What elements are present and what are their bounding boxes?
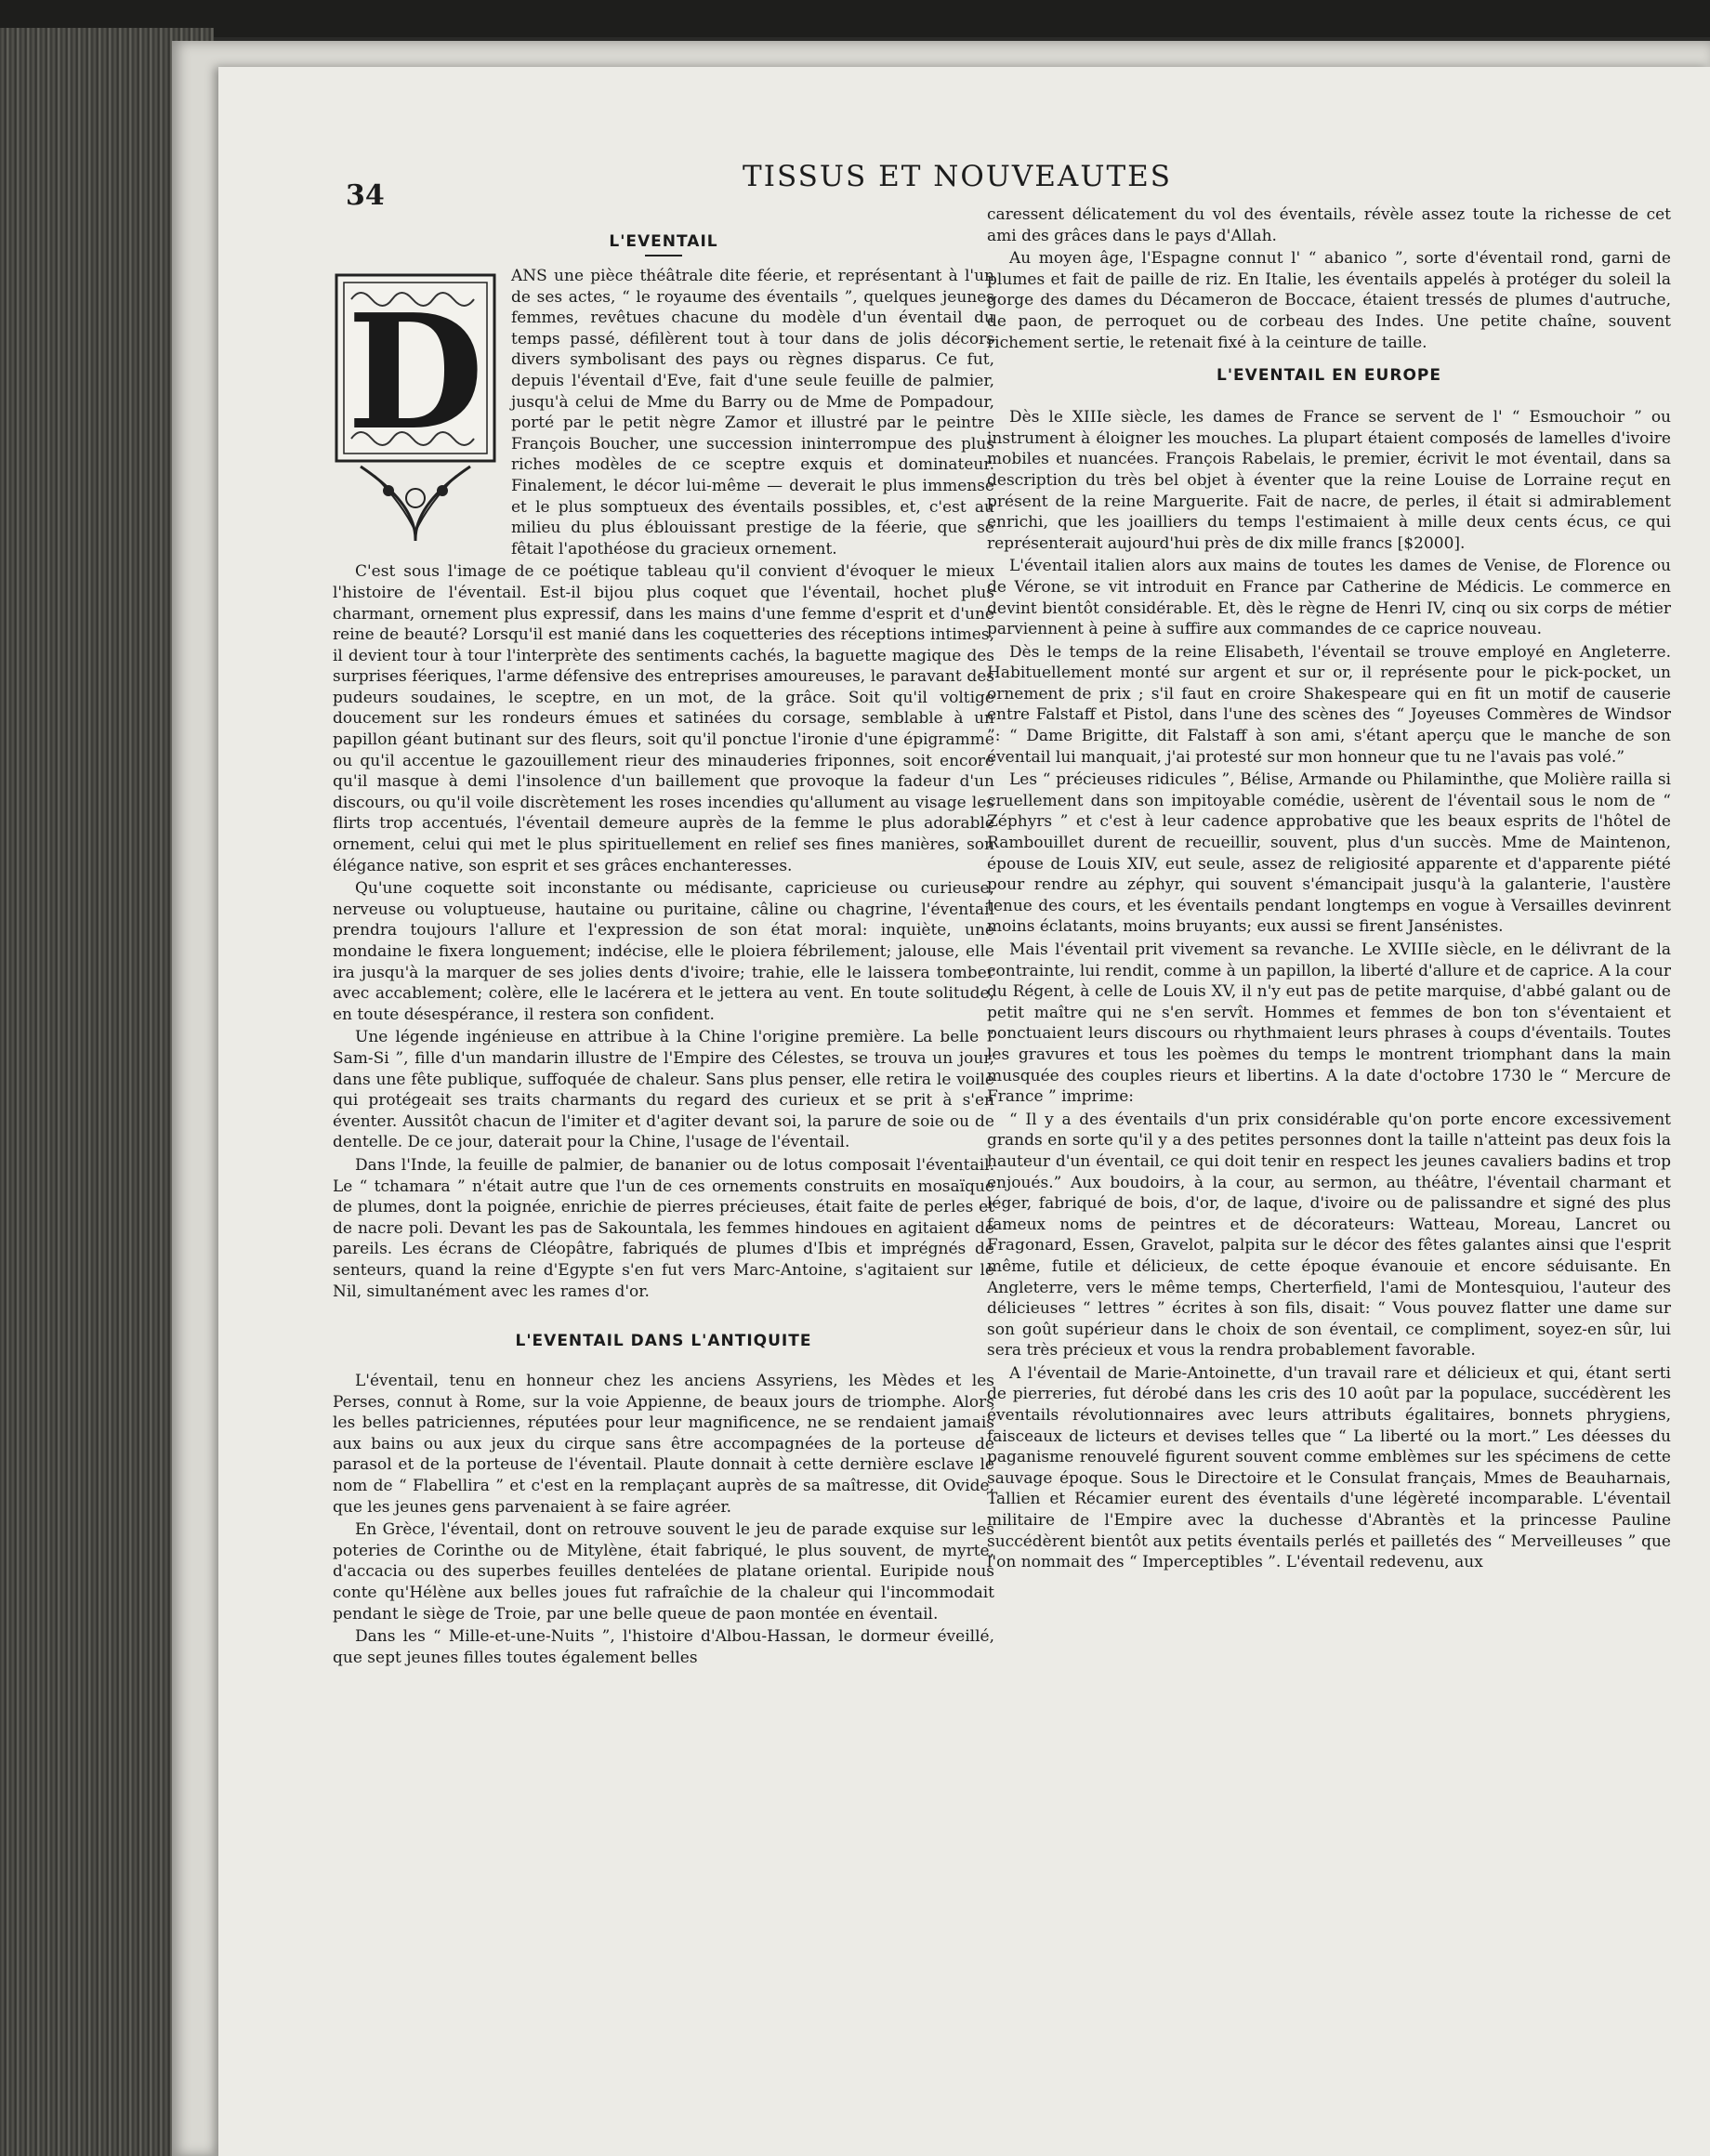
paragraph: “ Il y a des éventails d'un prix considérable qu'on porte encore excessivement grands en sorte qu'il y a des petites personnes dont la taille n'atteint pas deux fois la hauteur d'un éventail, ce qui doit tenir en respect les jeunes cavaliers badins et trop enjoués.” Aux boudoirs, à la cour, au sermon, au théâtre, l'éventail charmant et léger, fabriqué de bois, d'or, de laque, d'ivoire ou de palissandre et signé des plus fameux noms de peintres et de décorateurs: Watteau, Moreau, Lancret ou Fragonard, Essen, Gravelot, palpita sur le décor des fêtes galantes ainsi que l'esprit même, futile et délicieux, de cette époque évanouie et encore séduisante. En Angleterre, vers le même temps, Cherterfield, l'ami de Montesquiou, l'auteur des délicieuses “ lettres ” écrites à son fils, disait: “ Vous pouvez flatter une dame sur son goût supérieur dans le choix de son éventail, ce compliment, soyez-en sûr, lui sera très précieux et vous la rendra probablement favorable.: [987, 1110, 1671, 1361]
section-heading-eventail: L'EVENTAIL: [609, 232, 718, 251]
paragraph: Dans les “ Mille-et-une-Nuits ”, l'histoire d'Albou-Hassan, le dormeur éveillé, que sept jeunes filles toutes également belles: [333, 1627, 994, 1667]
left-column: [333, 232, 994, 1670]
paragraph: Dès le temps de la reine Elisabeth, l'éventail se trouve employé en Angleterre. Habituellement monté sur argent et sur or, il représente pour le pick-pocket, un ornement de prix ; s'il faut en croire Shakespeare qui en fit un motif de causerie entre Falstaff et Pistol, dans l'une des scènes des “ Joyeuses Commères de Windsor ”: “ Dame Brigitte, dit Falstaff à son ami, s'étant aperçu que le manche de son éventail lui manquait, j'ai protesté sur mon honneur que tu ne l'avais pas volé.”: [987, 642, 1671, 767]
section-heading-europe: L'EVENTAIL EN EUROPE: [1217, 366, 1441, 386]
paragraph: ANS une pièce théâtrale dite féerie, et représentant à l'un de ses actes, “ le royaume des éventails ”, quelques jeunes femmes, revêtues chacune du modèle d'un éventail du temps passé, défilèrent tout à tour dans de jolis décors divers symbolisant des pays ou règnes disparus. Ce fut, depuis l'éventail d'Eve, fait d'une seule feuille de palmier, jusqu'à celui de Mme du Barry ou de Mme de Pompadour, porté par le petit nègre Zamor et illustré par le peintre François Boucher, une succession ininterrompue des plus riches modèles de ce sceptre exquis et dominateur. Finalement, le décor lui-même — deverait le plus immense et le plus somptueux des éventails possibles, et, c'est au milieu du plus éblouissant prestige de la féerie, que se fêtait l'apothéose du gracieux ornement.: [511, 267, 994, 559]
running-title: TISSUS ET NOUVEAUTES: [743, 160, 1172, 193]
page-number: 34: [346, 179, 385, 212]
heading-rule: [645, 255, 682, 256]
paragraph: En Grèce, l'éventail, dont on retrouve souvent le jeu de parade exquise sur les poteries de Corinthe ou de Mitylène, était fabriqué, le plus souvent, de myrte, d'accacia ou des superbes feuilles dentelées de platane oriental. Euripide nous conte qu'Hélène aux belles joues fut rafraîchie de la chaleur qui l'incommodait pendant le siège de Troie, par une belle queue de paon montée en éventail.: [333, 1520, 994, 1624]
paragraph: Dans l'Inde, la feuille de palmier, de bananier ou de lotus composait l'éventail. Le “ tchamara ” n'était autre que l'un de ces ornements construits en mosaïque de plumes, dont la poignée, enrichie de pierres précieuses, était faite de perles et de nacre poli. Devant les pas de Sakountala, les femmes hindoues en agitaient de pareils. Les écrans de Cléopâtre, fabriqués de plumes d'Ibis et imprégnés de senteurs, quand la reine d'Egypte s'en fut vers Marc-Antoine, s'agitaient sur le Nil, simultanément avec les rames d'or.: [333, 1155, 994, 1301]
right-column: [987, 204, 1671, 1575]
paragraph: L'éventail italien alors aux mains de toutes les dames de Venise, de Florence ou de Vérone, se vit introduit en France par Catherine de Médicis. Le commerce en devint bientôt considérable. Et, dès le règne de Henri IV, cinq ou six corps de métier parviennent à peine à suffire aux commandes de ce caprice nouveau.: [987, 557, 1671, 639]
dropcap-letter: D: [347, 280, 484, 466]
paragraph: Au moyen âge, l'Espagne connut l' “ abanico ”, sorte d'éventail rond, garni de plumes et fait de paille de riz. En Italie, les éventails appelés à protéger du soleil la gorge des dames du Décameron de Boccace, étaient tressés de plumes d'autruche, de paon, de perroquet ou de corbeau des Indes. Une petite chaîne, souvent richement sertie, le retenait fixé à la ceinture de taille.: [987, 249, 1671, 352]
section-heading-antiquite: L'EVENTAIL DANS L'ANTIQUITE: [515, 1332, 812, 1351]
scanner-background: [0, 0, 1710, 37]
paragraph: Les “ précieuses ridicules ”, Bélise, Armande ou Philaminthe, que Molière railla si cruellement dans son impitoyable comédie, usèrent de l'éventail sous le nom de “ Zéphyrs ” et c'est à leur cadence approbative que les beaux esprits de l'hôtel de Rambouillet durent de recueillir, souvent, plus d'un succès. Mme de Maintenon, épouse de Louis XIV, eut seule, assez de religiosité apparente et d'apparente piété pour rendre au zéphyr, qui souvent s'émancipait jusqu'à la galanterie, l'austère tenue des cours, et les éventails pendant longtemps en vogue à Versailles devinrent moins éclatants, moins bruyants; eux aussi se firent Jansénistes.: [987, 770, 1671, 937]
paragraph: Mais l'éventail prit vivement sa revanche. Le XVIIIe siècle, en le délivrant de la contrainte, lui rendit, comme à un papillon, la liberté d'allure et de caprice. A la cour du Régent, à celle de Louis XV, il n'y eut pas de petite marquise, d'abbé galant ou de petit maître qui ne s'en servît. Hommes et femmes de bon ton s'éventaient et ponctuaient leurs discours ou rhythmaient leurs phrases à coups d'éventails. Toutes les gravures et tous les poèmes du temps le montrent triomphant dans la main musquée des couples rieurs et libertins. A la date d'octobre 1730 le “ Mercure de France ” imprime:: [987, 940, 1671, 1107]
paragraph: Dès le XIIIe siècle, les dames de France se servent de l' “ Esmouchoir ” ou instrument à éloigner les mouches. La plupart étaient composés de lamelles d'ivoire mobiles et nuancées. François Rabelais, le premier, écrivit le mot éventail, dans sa description du très bel objet à éventer que la reine Louise de Lorraine reçut en présent de la reine Marguerite. Fait de nacre, de perles, il était si admirablement enrichi, que les joailliers du temps l'estimaient à mille deux cents écus, ce qui représenterait aujourd'hui près de dix mille francs [$2000].: [987, 408, 1671, 553]
paragraph: A l'éventail de Marie-Antoinette, d'un travail rare et délicieux et qui, étant serti de pierreries, fut dérobé dans les cris des 10 août par la populace, succédèrent les éventails révolutionnaires avec leurs attributs égalitaires, bonnets phrygiens, faisceaux de licteurs et devises telles que “ La liberté ou la mort.” Les déesses du paganisme renouvelé figurent souvent comme emblèmes sur les spécimens de cette sauvage époque. Sous le Directoire et le Consulat français, Mmes de Beauharnais, Tallien et Récamier eurent des éventails d'une légèreté incomparable. L'éventail militaire de l'Empire avec la duchesse d'Abrantès et la princesse Pauline succédèrent bientôt aux petits éventails perlés et pailletés des “ Merveilleuses ” que l'on nommait des “ Imperceptibles ”. L'éventail redevenu, aux: [987, 1363, 1671, 1572]
paragraph: caressent délicatement du vol des éventails, révèle assez toute la richesse de cet ami des grâces dans le pays d'Allah.: [987, 205, 1671, 245]
paragraph: C'est sous l'image de ce poétique tableau qu'il convient d'évoquer le mieux l'histoire de l'éventail. Est-il bijou plus coquet que l'éventail, hochet plus charmant, ornement plus expressif, dans les mains d'une femme d'esprit et d'une reine de beauté? Lorsqu'il est manié dans les coquetteries des réceptions intimes, il devient tour à tour l'interprète des sentiments cachés, la baguette magique des surprises féeriques, l'arme défensive des entreprises amoureuses, le paravant des pudeurs soudaines, le sceptre, en un mot, de la grâce. Soit qu'il voltige doucement sur les rondeurs émues et satinées du corsage, semblable à un papillon géant butinant sur des fleurs, soit qu'il ponctue l'ironie d'une épigramme ou qu'il accentue le gazouillement rieur des minauderies friponnes, soit encore qu'il masque à demi l'insolence d'un baillement que provoque la fadeur d'un discours, ou qu'il voile discrètement les roses incendies qu'allument au visage les flirts trop accentués, l'éventail demeure auprès de la femme le plus adorable ornement, celui qui met le plus spirituellement en relief ses fines manières, son élégance native, son esprit et ses grâces enchanteresses.: [333, 562, 994, 875]
paragraph: Une légende ingénieuse en attribue à la Chine l'origine première. La belle “ Sam-Si ”, fille d'un mandarin illustre de l'Empire des Célestes, se trouva un jour, dans une fête publique, suffoquée de chaleur. Sans plus penser, elle retira le voile qui protégeait ses traits charmants du regard des curieux et se prit à s'en éventer. Aussitôt chacun de l'imiter et d'agiter devant soi, la parure de soie ou de dentelle. De ce jour, daterait pour la Chine, l'usage de l'éventail.: [333, 1028, 994, 1152]
paragraph: L'éventail, tenu en honneur chez les anciens Assyriens, les Mèdes et les Perses, connut à Rome, sur la voie Appienne, de beaux jours de triomphe. Alors les belles patriciennes, réputées pour leur magnificence, ne se rendaient jamais aux bains ou aux jeux du cirque sans être accompagnées de la porteuse de parasol et de la porteuse de l'éventail. Plaute donnait à cette dernière esclave le nom de “ Flabellira ” et c'est en la remplaçant auprès de sa maîtresse, dit Ovide, que les jeunes gens parvenaient à se faire agréer.: [333, 1372, 994, 1517]
ornamental-dropcap: [333, 271, 498, 550]
paragraph: Qu'une coquette soit inconstante ou médisante, capricieuse ou curieuse, nerveuse ou voluptueuse, hautaine ou puritaine, câline ou chagrine, l'éventail prendra toujours l'allure et l'expression de son état moral: inquiète, une mondaine le fixera longuement; indécise, elle le ploiera fébrilement; jalouse, elle ira jusqu'à la marquer de ses jolies dents d'ivoire; trahie, elle le laissera tomber avec accablement; colère, elle le lacérera et le jettera au vent. En toute solitude, en toute désespérance, il restera son confident.: [333, 879, 994, 1024]
